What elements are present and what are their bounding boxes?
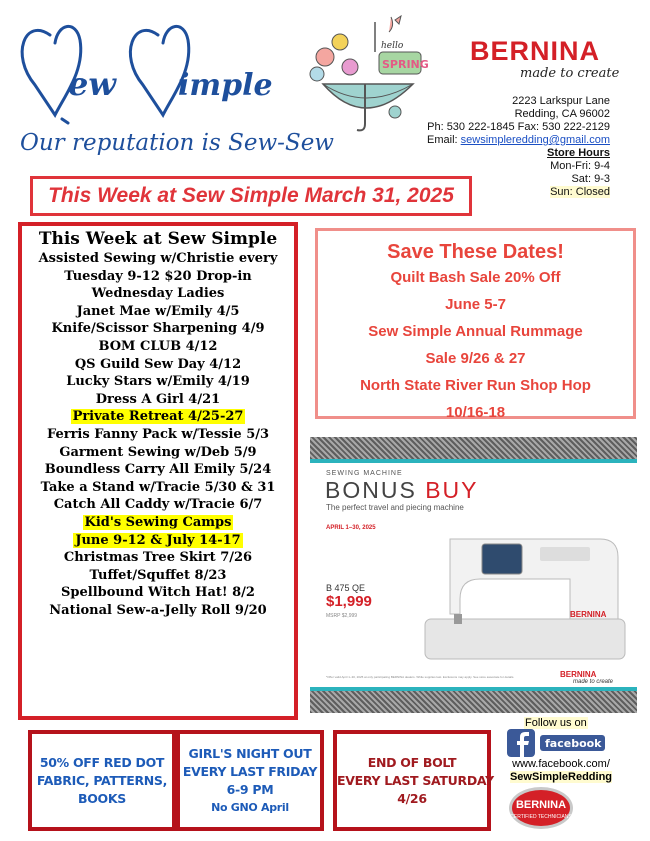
email-link[interactable]: sewsimpleredding@gmail.com bbox=[460, 134, 610, 146]
save-the-dates-box bbox=[315, 228, 636, 419]
week-banner bbox=[30, 176, 472, 216]
ad-subhead: The perfect travel and piecing machine bbox=[326, 503, 464, 512]
schedule-item: Assisted Sewing w/Christie every bbox=[38, 251, 278, 266]
address-line-1: 2223 Larkspur Lane bbox=[512, 95, 610, 107]
promo-line: BOOKS bbox=[78, 790, 126, 806]
sew-simple-logo bbox=[10, 15, 275, 125]
schedule-item: Knife/Scissor Sharpening 4/9 bbox=[51, 321, 265, 337]
facebook-url-line2: SewSimpleRedding bbox=[509, 771, 613, 783]
svg-text:imple: imple bbox=[178, 68, 273, 103]
schedule-item: Catch All Caddy w/Tracie 6/7 bbox=[53, 497, 263, 513]
hours-weekday: Mon-Fri: 9-4 bbox=[550, 160, 610, 172]
promo-line: 50% OFF RED DOT bbox=[39, 754, 165, 770]
schedule-title: This Week at Sew Simple bbox=[38, 229, 278, 249]
ad-dates: APRIL 1–30, 2025 bbox=[326, 525, 376, 531]
badge-sub: CERTIFIED TECHNICIANS bbox=[510, 814, 572, 820]
bonus-buy-ad bbox=[310, 437, 637, 713]
promo-line: 6-9 PM bbox=[226, 781, 274, 797]
email-label: Email: bbox=[427, 134, 458, 146]
girls-night-out-box bbox=[176, 730, 324, 831]
bernina-certified-badge bbox=[508, 786, 574, 830]
ad-headline-bonus: BONUS bbox=[325, 477, 417, 503]
facebook-icon[interactable] bbox=[507, 729, 607, 757]
ad-top-stripe bbox=[310, 437, 637, 459]
save-date-line: Quilt Bash Sale 20% Off bbox=[390, 269, 561, 286]
follow-us-label: Follow us on bbox=[525, 717, 587, 729]
promo-line: GIRL'S NIGHT OUT bbox=[188, 745, 312, 761]
ad-model: B 475 QE bbox=[326, 583, 366, 593]
hours-sunday: Sun: Closed bbox=[550, 186, 610, 198]
ad-headline bbox=[325, 477, 478, 504]
schedule-item: Boundless Carry All Emily 5/24 bbox=[44, 462, 272, 478]
facebook-url[interactable] bbox=[506, 758, 616, 784]
schedule-box bbox=[18, 222, 298, 720]
store-hours-title: Store Hours bbox=[547, 147, 610, 159]
schedule-item-highlighted: Kid's Sewing Camps bbox=[84, 514, 232, 530]
save-date-line: 10/16-18 bbox=[445, 404, 506, 421]
phone-fax: Ph: 530 222-1845 Fax: 530 222-2129 bbox=[427, 121, 610, 133]
week-banner-text: This Week at Sew Simple March 31, 2025 bbox=[48, 184, 454, 207]
schedule-item: Tuffet/Squffet 8/23 bbox=[89, 567, 227, 583]
bernina-logo: BERNINA bbox=[470, 36, 601, 66]
promo-line: EVERY LAST SATURDAY bbox=[337, 772, 494, 788]
save-date-line: North State River Run Shop Hop bbox=[360, 377, 591, 394]
ad-msrp: MSRP $2,999 bbox=[326, 613, 358, 619]
svg-text:SPRING: SPRING bbox=[382, 58, 429, 71]
ad-bottom-stripe bbox=[310, 691, 637, 713]
hours-saturday: Sat: 9-3 bbox=[571, 173, 610, 185]
ad-fine-print: *Offer valid April 1–30, 2025 at only participating BERNINA dealers. While supplies last. Exclusions may apply. See store associate for details. bbox=[326, 675, 515, 679]
save-date-line: June 5-7 bbox=[445, 296, 506, 313]
promo-line: 4/26 bbox=[397, 790, 427, 806]
ad-price: $1,999 bbox=[326, 593, 372, 610]
promo-line: FABRIC, PATTERNS, bbox=[36, 772, 168, 788]
schedule-item-highlighted: Private Retreat 4/25-27 bbox=[72, 409, 244, 425]
schedule-item: BOM CLUB 4/12 bbox=[98, 338, 218, 354]
badge-brand: BERNINA bbox=[515, 799, 567, 811]
svg-text:hello: hello bbox=[381, 41, 404, 51]
ad-headline-buy: BUY bbox=[425, 477, 479, 503]
sewing-machine-image bbox=[420, 519, 630, 669]
schedule-item: Ferris Fanny Pack w/Tessie 5/3 bbox=[46, 426, 270, 442]
save-date-line: Sew Simple Annual Rummage bbox=[368, 323, 583, 340]
svg-text:BERNINA: BERNINA bbox=[570, 610, 607, 619]
red-dot-sale-box bbox=[28, 730, 176, 831]
schedule-item: Dress A Girl 4/21 bbox=[95, 391, 221, 407]
ad-teal-rule bbox=[310, 459, 637, 463]
schedule-item: Take a Stand w/Tracie 5/30 & 31 bbox=[40, 479, 276, 495]
ad-kicker: SEWING MACHINE bbox=[326, 470, 403, 477]
ad-brand: BERNINA bbox=[560, 670, 597, 679]
schedule-item: Wednesday Ladies bbox=[91, 286, 225, 302]
promo-line: END OF BOLT bbox=[367, 754, 457, 770]
schedule-item: Spellbound Witch Hat! 8/2 bbox=[61, 585, 255, 601]
schedule-item: National Sew-a-Jelly Roll 9/20 bbox=[49, 602, 267, 618]
ad-slogan: made to create bbox=[573, 679, 614, 685]
address-line-2: Redding, CA 96002 bbox=[514, 108, 610, 120]
end-of-bolt-box bbox=[333, 730, 494, 831]
schedule-item: Garment Sewing w/Deb 5/9 bbox=[59, 444, 257, 460]
promo-line: No GNO April bbox=[211, 800, 289, 814]
facebook-url-line1: www.facebook.com/ bbox=[512, 758, 610, 770]
svg-text:ew: ew bbox=[68, 65, 116, 103]
tagline: Our reputation is Sew-Sew bbox=[20, 130, 334, 156]
schedule-item: Tuesday 9-12 $20 Drop-in bbox=[64, 268, 252, 284]
schedule-item: Lucky Stars w/Emily 4/19 bbox=[66, 374, 250, 390]
save-the-dates-title: Save These Dates! bbox=[387, 241, 564, 263]
bernina-slogan: made to create bbox=[520, 66, 620, 81]
facebook-wordmark: facebook bbox=[545, 737, 602, 750]
promo-line: EVERY LAST FRIDAY bbox=[182, 763, 318, 779]
schedule-item: QS Guild Sew Day 4/12 bbox=[74, 356, 242, 372]
schedule-item: Christmas Tree Skirt 7/26 bbox=[63, 550, 253, 566]
schedule-item: Janet Mae w/Emily 4/5 bbox=[76, 303, 240, 319]
save-date-line: Sale 9/26 & 27 bbox=[425, 350, 526, 367]
schedule-item-highlighted: June 9-12 & July 14-17 bbox=[75, 532, 241, 548]
